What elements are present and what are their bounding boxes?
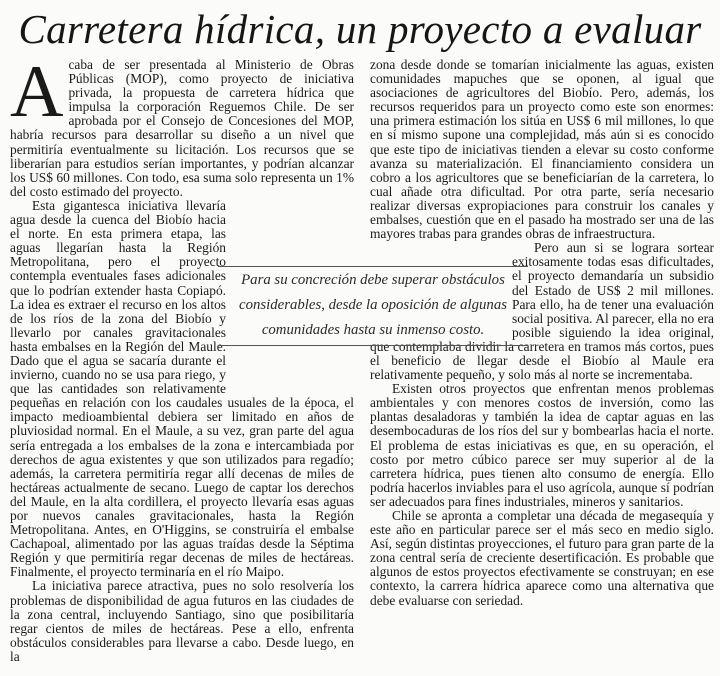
pull-quote-top-rule	[218, 266, 528, 267]
pull-quote-bottom-rule	[218, 345, 528, 346]
paragraph-2-text: Esta gigantesca iniciativa llevaría agua desde la cuenca del Biobío hacia el norte. En esta primera etapa, las aguas llegarían hasta la Región Metropolitana, pero el proyecto contempla eventuales fases adicionales que lo podrían extender hasta Copiapó. La idea es extraer el recurso en los altos de los ríos de la zona del Biobío y llevarlo por canales gravitacionales hasta embalses en la Región del Maule. Dado que el agua se sacaría durante el invierno, cuando no se usa para riego, y que las cantidades son relativamente pequeñas en relación con los caudales usuales de la época, el impacto medioambiental debiera ser limitado en años de pluviosidad normal. En el Maule, a su vez, gran parte del agua sería entregada a los embalses de la zona e intercambiada por derechos de agua existentes y que son utilizados para regadío; además, la carretera permitiría regar allí decenas de miles de hectáreas actualmente de secano. Luego de captar los derechos del Maule, en la alta cordillera, el proyecto llevaría esas aguas por nuevos canales gravitacionales, hasta la Región Metropolitana. Antes, en O'Higgins, se construiría el embalse Cachapoal, alimentado por las aguas traídas desde la Séptima Región y que permitiría regar decenas de miles de hectáreas. Finalmente, el proyecto terminaría en el río Maipo.	[10, 197, 354, 580]
article-title: Carretera hídrica, un proyecto a evaluar	[18, 6, 702, 52]
paragraph-7: Chile se apronta a completar una década de megasequía y este año en particular parece ser el más seco en medio siglo. Así, según distintas proyecciones, el futuro para gran parte de la zona central sería de creciente desertificación. Es probable que algunos de estos proyectos efectivamente se construyan; en ese contexto, la carrera hídrica aparece como una alternativa que debe evaluarse con seriedad.	[370, 508, 714, 608]
paragraph-6: Existen otros proyectos que enfrentan menos problemas ambientales y con menores costos de inversión, como las plantas desaladoras y también la idea de captar aguas en las desembocaduras de los ríos del sur y bombearlas hacia el norte. El problema de estas iniciativas es que, en su operación, el costo por metro cúbico parece ser muy superior al de la carretera hídrica, pues tienen alto consumo de energía. Ello podría hacerlos inviables para el uso agrícola, aunque sí podrían ser adecuados para fines industriales, mineros y sanitarios.	[370, 381, 714, 509]
paragraph-1: caba de ser presentada al Ministerio de Obras Públicas (MOP), como proyecto de iniciativa privada, la propuesta de carretera hídrica que impulsa la corporación Reguemos Chile. De ser aprobada por el Consejo de Concesiones del MOP, habría recursos para desarrollar su diseño a un nivel que permitiría eventualmente su licitación. Los recursos que se liberarían para estudios serían importantes, y podrían alcanzar los US$ 60 millones. Con todo, esa suma solo representa un 1% del costo estimado del proyecto.	[10, 57, 354, 199]
paragraph-2	[10, 199, 354, 580]
drop-cap: A	[10, 51, 64, 133]
paragraph-3: La iniciativa parece atractiva, pues no solo resolvería los problemas de disponibilidad de agua futuros en las ciudades de la zona central, incluyendo Santiago, sino que posibilitaría regar cientos de miles de hectáreas. Pese a ello, enfrenta obstáculos considerables para llevarse a cabo. Desde luego, en la	[10, 578, 354, 664]
left-column	[10, 51, 354, 664]
paragraph-5-text: Pero aun si se lograra sortear exitosamente todas esas dificultades, el proyecto demandaría un subsidio del Estado de US$ 2 mil millones. Para ello, ha de tener una evaluación social positiva. Al parecer, ella no era posible siguiendo la idea original, que contemplaba dividir la carretera en tramos más cortos, pues el beneficio de llegar desde el Biobío al Maule era relativamente pequeño, y solo más al norte se incrementaba.	[370, 240, 714, 383]
paragraph-4: zona desde donde se tomarían inicialmente las aguas, existen comunidades mapuches que se oponen, al igual que asociaciones de agricultores del Biobío. Pero, además, los recursos requeridos para un proyecto como este son enormes: una primera estimación los sitúa en US$ 6 mil millones, lo que en sí mismo supone una complejidad, más aún si es conocido que este tipo de iniciativas tienden a elevar su costo conforme avanza su materialización. El financiamiento considera un cobro a los agricultores que se beneficiarían de la carretera, lo cual añade otra dificultad. Por otra parte, sería necesario realizar diversas expropiaciones para construir los canales y embalses, cuestión que en el pasado ha mostrado ser una de las mayores trabas para grandes obras de infraestructura.	[370, 57, 714, 242]
pull-quote	[218, 268, 528, 343]
pull-quote-text: Para su concreción debe superar obstáculos considerables, desde la oposición de algunas comunidades hasta su inmenso costo.	[239, 272, 507, 338]
